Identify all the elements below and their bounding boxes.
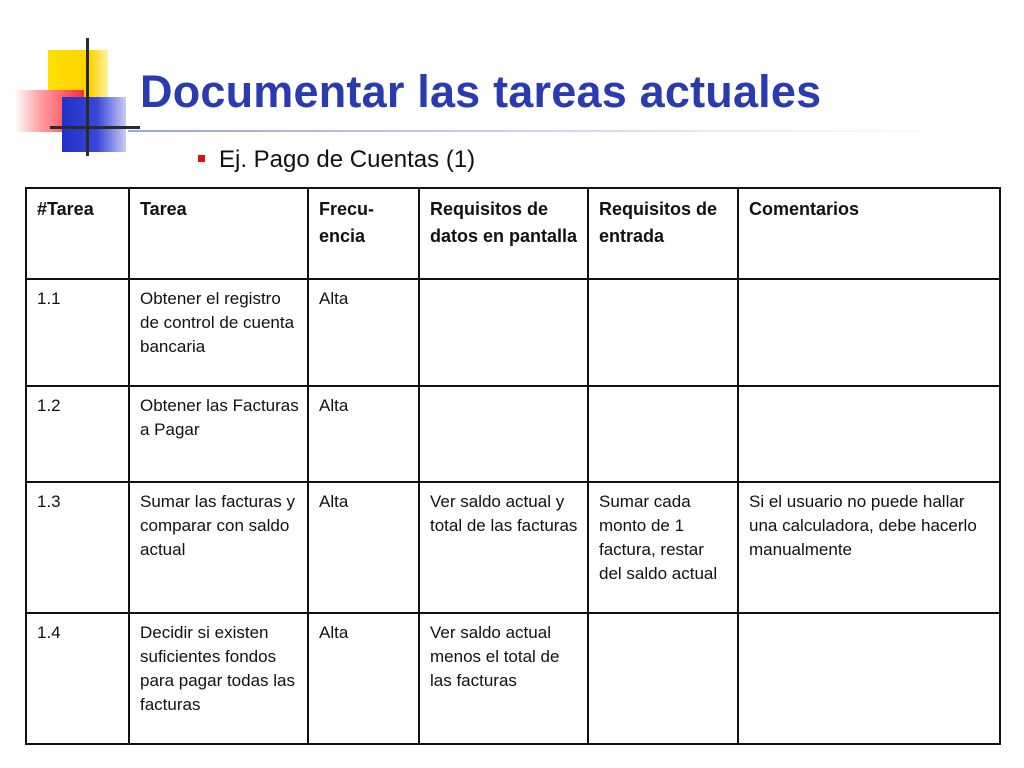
- table-cell: Ver saldo actual menos el total de las facturas: [419, 613, 588, 744]
- table-row: [26, 386, 1000, 482]
- table-cell: 1.1: [26, 279, 129, 386]
- table-cell: Alta: [308, 613, 419, 744]
- table-cell: 1.2: [26, 386, 129, 482]
- table-cell: [419, 386, 588, 482]
- table-cell: Obtener las Facturas a Pagar: [129, 386, 308, 482]
- logo-vertical-line: [86, 38, 89, 156]
- logo-blue-square: [62, 97, 126, 152]
- table-cell: Alta: [308, 279, 419, 386]
- table-cell: [738, 279, 1000, 386]
- table-row: [26, 279, 1000, 386]
- table-cell: [588, 386, 738, 482]
- table-cell: Si el usuario no puede hallar una calculadora, debe hacerlo manualmente: [738, 482, 1000, 613]
- bullet-square-icon: [198, 155, 205, 162]
- decorative-logo: [0, 0, 140, 160]
- tasks-table: [25, 187, 1001, 745]
- table-row: [26, 482, 1000, 613]
- table-cell: [738, 613, 1000, 744]
- header-cell: Tarea: [129, 188, 308, 279]
- header-cell: Requisitos de datos en pantalla: [419, 188, 588, 279]
- bullet-item: [198, 146, 475, 174]
- table-cell: 1.3: [26, 482, 129, 613]
- table-row: [26, 613, 1000, 744]
- table-cell: [588, 279, 738, 386]
- title-divider: [128, 130, 968, 132]
- table-cell: Sumar cada monto de 1 factura, restar del saldo actual: [588, 482, 738, 613]
- logo-horizontal-line: [50, 126, 140, 129]
- table-header-row: [26, 188, 1000, 279]
- table-cell: [588, 613, 738, 744]
- header-cell: Comentarios: [738, 188, 1000, 279]
- table-cell: Decidir si existen suficientes fondos para pagar todas las facturas: [129, 613, 308, 744]
- table-cell: [419, 279, 588, 386]
- header-cell: #Tarea: [26, 188, 129, 279]
- table-cell: Sumar las facturas y comparar con saldo actual: [129, 482, 308, 613]
- bullet-text: Ej. Pago de Cuentas (1): [219, 146, 476, 173]
- table-cell: [738, 386, 1000, 482]
- table-cell: Ver saldo actual y total de las facturas: [419, 482, 588, 613]
- table-cell: 1.4: [26, 613, 129, 744]
- table-cell: Obtener el registro de control de cuenta bancaria: [129, 279, 308, 386]
- table-cell: Alta: [308, 482, 419, 613]
- header-cell: Requisitos de entrada: [588, 188, 738, 279]
- header-cell: Frecu-encia: [308, 188, 419, 279]
- table-cell: Alta: [308, 386, 419, 482]
- slide-title: Documentar las tareas actuales: [140, 66, 822, 117]
